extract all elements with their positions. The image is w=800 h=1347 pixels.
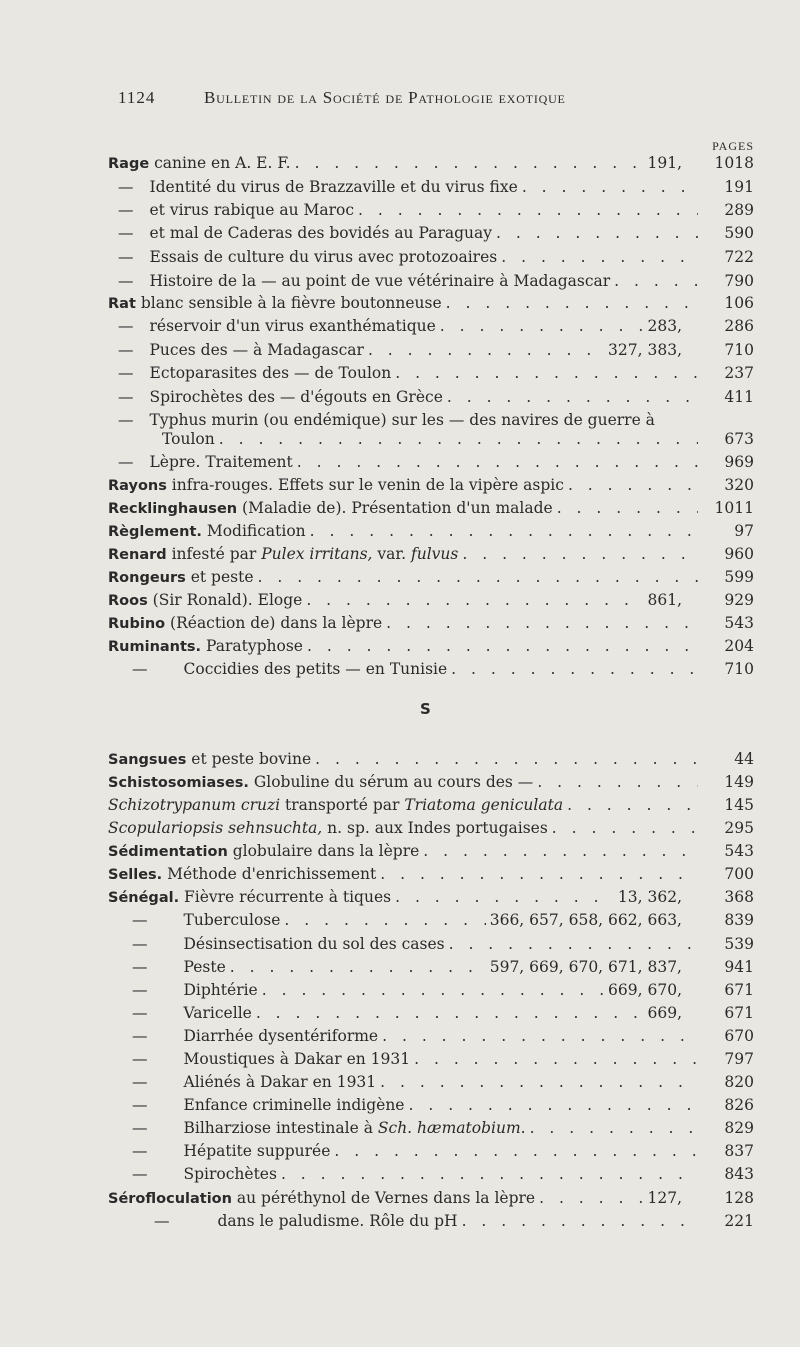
entry-page: 539 bbox=[724, 935, 754, 953]
entry-page: 941 bbox=[724, 958, 754, 976]
index-entry bbox=[108, 1187, 754, 1209]
entry-text bbox=[108, 635, 303, 658]
dot-leader bbox=[307, 635, 698, 657]
dot-leader bbox=[557, 497, 698, 519]
running-header bbox=[118, 88, 758, 114]
dot-leader bbox=[530, 1117, 698, 1139]
dot-leader bbox=[440, 315, 644, 337]
entry-text bbox=[108, 1002, 252, 1024]
entry-headword: Schistosomiases. bbox=[108, 775, 249, 791]
entry-headword: Sénégal. bbox=[108, 890, 180, 906]
entry-description: Hépatite suppurée bbox=[183, 1142, 331, 1160]
index-entry bbox=[108, 451, 754, 473]
entry-description: et peste bbox=[185, 568, 254, 586]
entry-headword: Ruminants. bbox=[108, 639, 202, 655]
entry-text bbox=[108, 474, 564, 497]
entry-description: Désinsectisation du sol des cases bbox=[183, 935, 445, 953]
entry-page: 710 bbox=[724, 341, 754, 359]
dash-mark: — bbox=[132, 981, 148, 999]
dash-mark: — bbox=[132, 660, 148, 678]
index-entry bbox=[108, 292, 754, 314]
dash-mark: — bbox=[132, 1027, 148, 1045]
entry-page: 671 bbox=[724, 981, 754, 999]
entry-page: 411 bbox=[724, 388, 754, 406]
dot-leader bbox=[380, 1071, 698, 1093]
dot-leader bbox=[522, 176, 698, 198]
entry-page: 670 bbox=[724, 1027, 754, 1045]
dot-leader bbox=[262, 979, 604, 1001]
entry-headword: Rubino bbox=[108, 616, 166, 632]
dash-mark: — bbox=[132, 1142, 148, 1160]
entry-text bbox=[108, 886, 391, 909]
entry-description: infesté par bbox=[166, 545, 262, 563]
entry-page: 221 bbox=[724, 1212, 754, 1230]
dot-leader bbox=[230, 956, 486, 978]
dot-leader bbox=[567, 794, 698, 816]
entry-headword: Selles. bbox=[108, 867, 163, 883]
entry-headword: Sédimentation bbox=[108, 844, 228, 860]
entry-description: Diarrhée dysentériforme bbox=[183, 1027, 379, 1045]
entry-text bbox=[108, 520, 306, 543]
index-entry bbox=[108, 315, 754, 337]
entry-text bbox=[108, 956, 226, 978]
entry-text bbox=[108, 292, 442, 315]
index-entry bbox=[108, 635, 754, 657]
entry-description: réservoir d'un virus exanthématique bbox=[149, 317, 436, 335]
entry-description: Histoire de la — au point de vue vétérinaire à Madagascar bbox=[149, 272, 611, 290]
entry-text bbox=[108, 1163, 277, 1185]
entry-description: Essais de culture du virus avec protozoaires bbox=[149, 248, 498, 266]
dot-leader bbox=[306, 589, 643, 611]
entry-text bbox=[108, 748, 311, 771]
entry-italic: Sch. hæmatobium. bbox=[377, 1119, 526, 1137]
dash-mark: — bbox=[132, 1119, 148, 1137]
entry-description: Lèpre. Traitement bbox=[149, 453, 293, 471]
index-entry bbox=[108, 1140, 754, 1162]
entry-page: 790 bbox=[724, 272, 754, 290]
dot-leader bbox=[568, 474, 698, 496]
dot-leader bbox=[423, 840, 698, 862]
entry-description: Méthode d'enrichissement bbox=[162, 865, 377, 883]
entry-text bbox=[108, 451, 293, 473]
dot-leader bbox=[386, 612, 698, 634]
entry-text bbox=[108, 817, 548, 839]
entry-headword: Sérofloculation bbox=[108, 1191, 232, 1207]
dash-mark: — bbox=[118, 364, 134, 382]
entry-page: 368 bbox=[724, 888, 754, 906]
entry-text bbox=[108, 315, 436, 337]
entry-page: 710 bbox=[724, 660, 754, 678]
entry-page-refs: 597, 669, 670, 671, 837, bbox=[489, 958, 682, 976]
entry-page: 599 bbox=[724, 568, 754, 586]
entry-page: 289 bbox=[724, 201, 754, 219]
entry-text bbox=[108, 1140, 330, 1162]
entry-page: 820 bbox=[724, 1073, 754, 1091]
entry-text bbox=[108, 386, 443, 408]
index-entry bbox=[108, 817, 754, 839]
entry-text bbox=[108, 933, 445, 955]
dot-leader bbox=[462, 1210, 698, 1232]
entry-description: Tuberculose bbox=[183, 911, 281, 929]
entry-description: et peste bovine bbox=[186, 750, 312, 768]
dash-mark: — bbox=[118, 317, 134, 335]
entry-description: n. sp. aux Indes portugaises bbox=[322, 819, 548, 837]
dot-leader bbox=[449, 933, 698, 955]
entry-description: Aliénés à Dakar en 1931 bbox=[183, 1073, 377, 1091]
entry-page-refs: 669, 670, bbox=[608, 981, 682, 999]
dot-leader bbox=[395, 886, 614, 908]
entry-description: (Réaction de) dans la lèpre bbox=[165, 614, 383, 632]
entry-page-refs: 327, 383, bbox=[608, 341, 682, 359]
entry-page-refs: 191, bbox=[647, 154, 682, 172]
index-entry bbox=[108, 474, 754, 496]
entry-page: 590 bbox=[724, 224, 754, 242]
entry-text bbox=[108, 1048, 410, 1070]
dash-mark: — bbox=[132, 1004, 148, 1022]
entry-headword: Roos bbox=[108, 593, 148, 609]
entry-description: transporté par bbox=[280, 796, 405, 814]
dot-leader bbox=[447, 386, 698, 408]
index-entry bbox=[108, 658, 754, 680]
entry-page-refs: 283, bbox=[647, 317, 682, 335]
index-entry bbox=[108, 152, 754, 174]
entry-description: Moustiques à Dakar en 1931 bbox=[183, 1050, 411, 1068]
dash-mark: — bbox=[154, 1212, 170, 1230]
journal-title: Bulletin de la Société de Pathologie exotique bbox=[204, 88, 566, 107]
entry-page: 149 bbox=[724, 773, 754, 791]
entry-page-refs: 13, 362, bbox=[617, 888, 682, 906]
dot-leader bbox=[395, 362, 698, 384]
entry-text bbox=[108, 794, 563, 816]
dot-leader bbox=[614, 270, 698, 292]
entry-text bbox=[108, 1187, 535, 1210]
entry-text bbox=[108, 566, 254, 589]
entry-headword: Recklinghausen bbox=[108, 501, 238, 517]
dash-mark: — bbox=[132, 958, 148, 976]
dot-leader bbox=[539, 1187, 643, 1209]
entry-italic: Pulex irritans, bbox=[261, 545, 373, 563]
entry-text bbox=[108, 1117, 526, 1139]
entry-description: blanc sensible à la fièvre boutonneuse bbox=[135, 294, 442, 312]
entry-text bbox=[108, 840, 419, 863]
entry-page: 837 bbox=[724, 1142, 754, 1160]
pages-column-header: PAGES bbox=[712, 139, 754, 153]
dot-leader bbox=[451, 658, 698, 680]
entry-description: infra-rouges. Effets sur le venin de la vipère aspic bbox=[166, 476, 564, 494]
entry-page: 929 bbox=[724, 591, 754, 609]
entry-page: 44 bbox=[734, 750, 754, 768]
entry-text bbox=[108, 152, 291, 175]
entry-headword: Règlement. bbox=[108, 524, 202, 540]
entry-continuation: Toulon bbox=[162, 430, 215, 448]
entry-page: 722 bbox=[724, 248, 754, 266]
entry-page: 97 bbox=[734, 522, 754, 540]
entry-description: Peste bbox=[183, 958, 226, 976]
index-entry bbox=[108, 428, 754, 450]
entry-page: 106 bbox=[724, 294, 754, 312]
entry-text bbox=[108, 658, 447, 680]
dot-leader bbox=[462, 543, 698, 565]
index-entry bbox=[108, 386, 754, 408]
entry-page: 204 bbox=[724, 637, 754, 655]
entry-text bbox=[108, 428, 215, 450]
index-entry bbox=[108, 520, 754, 542]
dot-leader bbox=[382, 1025, 698, 1047]
entry-description: (Sir Ronald). Eloge bbox=[147, 591, 303, 609]
entry-page: 673 bbox=[724, 430, 754, 448]
entry-page: 797 bbox=[724, 1050, 754, 1068]
dot-leader bbox=[380, 863, 698, 885]
dash-mark: — bbox=[132, 1050, 148, 1068]
entry-page: 1018 bbox=[714, 154, 754, 172]
entry-text bbox=[108, 222, 492, 244]
index-entry bbox=[108, 1025, 754, 1047]
entry-page-refs: 127, bbox=[647, 1189, 682, 1207]
entry-page: 700 bbox=[724, 865, 754, 883]
entry-text bbox=[108, 362, 391, 384]
page-number: 1124 bbox=[118, 88, 156, 107]
entry-page: 286 bbox=[724, 317, 754, 335]
index-entry bbox=[108, 1094, 754, 1116]
index-entry bbox=[108, 1002, 754, 1024]
dash-mark: — bbox=[118, 178, 134, 196]
entry-page: 128 bbox=[724, 1189, 754, 1207]
entry-text bbox=[108, 176, 518, 198]
entry-italic: fulvus bbox=[410, 545, 459, 563]
index-entry bbox=[108, 339, 754, 361]
entry-text bbox=[108, 246, 497, 268]
dot-leader bbox=[258, 566, 699, 588]
dot-leader bbox=[297, 451, 698, 473]
index-entry bbox=[108, 1117, 754, 1139]
dot-leader bbox=[358, 199, 698, 221]
index-entry bbox=[108, 956, 754, 978]
index-entry bbox=[108, 909, 754, 931]
index-entry bbox=[108, 1163, 754, 1185]
entry-page: 960 bbox=[724, 545, 754, 563]
entry-text bbox=[108, 612, 382, 635]
entry-text bbox=[108, 1210, 458, 1232]
dash-mark: — bbox=[118, 272, 134, 290]
entry-description: Varicelle bbox=[183, 1004, 252, 1022]
entry-headword: Rage bbox=[108, 156, 150, 172]
entry-description: Coccidies des petits — en Tunisie bbox=[183, 660, 448, 678]
entry-page: 237 bbox=[724, 364, 754, 382]
entry-text bbox=[108, 979, 258, 1001]
dot-leader bbox=[496, 222, 698, 244]
entry-page: 295 bbox=[724, 819, 754, 837]
entry-description: Puces des — à Madagascar bbox=[149, 341, 364, 359]
entry-text bbox=[108, 863, 376, 886]
entry-description: Spirochètes bbox=[183, 1165, 277, 1183]
entry-page-refs: 669, bbox=[647, 1004, 682, 1022]
dot-leader bbox=[446, 292, 698, 314]
entry-description: et mal de Caderas des bovidés au Paraguay bbox=[149, 224, 492, 242]
entry-description: globulaire dans la lèpre bbox=[227, 842, 420, 860]
entry-page: 829 bbox=[724, 1119, 754, 1137]
entry-description: Fièvre récurrente à tiques bbox=[179, 888, 392, 906]
dash-mark: — bbox=[118, 248, 134, 266]
entry-headword: Sangsues bbox=[108, 752, 187, 768]
entry-headword: Rat bbox=[108, 296, 136, 312]
dash-mark: — bbox=[132, 1165, 148, 1183]
index-entry bbox=[108, 176, 754, 198]
dash-mark: — bbox=[118, 453, 134, 471]
entry-headword: Renard bbox=[108, 547, 167, 563]
index-entry bbox=[108, 1071, 754, 1093]
entry-text bbox=[108, 1094, 404, 1116]
dot-leader bbox=[368, 339, 604, 361]
index-entry bbox=[108, 794, 754, 816]
dot-leader bbox=[414, 1048, 698, 1070]
entry-text bbox=[108, 199, 354, 221]
dot-leader bbox=[537, 771, 698, 793]
index-entry bbox=[108, 886, 754, 908]
index-entry bbox=[108, 840, 754, 862]
dash-mark: — bbox=[118, 224, 134, 242]
index-entry bbox=[108, 589, 754, 611]
entry-description: au péréthynol de Vernes dans la lèpre bbox=[231, 1189, 536, 1207]
index-entry bbox=[108, 863, 754, 885]
entry-description: Paratyphose bbox=[201, 637, 303, 655]
index-entry bbox=[108, 543, 754, 565]
entry-description: Ectoparasites des — de Toulon bbox=[149, 364, 392, 382]
entry-italic: Triatoma geniculata bbox=[404, 796, 564, 814]
entry-page-refs: 861, bbox=[647, 591, 682, 609]
entry-page: 543 bbox=[724, 842, 754, 860]
entry-headword: Schizotrypanum cruzi bbox=[108, 796, 281, 814]
dot-leader bbox=[295, 152, 644, 174]
index-entry bbox=[108, 497, 754, 519]
dash-mark: — bbox=[132, 911, 148, 929]
index-entry bbox=[108, 1048, 754, 1070]
entry-text bbox=[108, 589, 302, 612]
dash-mark: — bbox=[132, 1073, 148, 1091]
dash-mark: — bbox=[132, 1096, 148, 1114]
dash-mark: — bbox=[118, 201, 134, 219]
entry-description: dans le paludisme. Rôle du pH bbox=[217, 1212, 458, 1230]
entry-text bbox=[108, 543, 458, 566]
dot-leader bbox=[315, 748, 698, 770]
entry-page: 543 bbox=[724, 614, 754, 632]
index-entry bbox=[108, 612, 754, 634]
entry-page: 671 bbox=[724, 1004, 754, 1022]
entry-page: 969 bbox=[724, 453, 754, 471]
entry-description: Bilharziose intestinale à bbox=[183, 1119, 378, 1137]
entry-headword: Scopulariopsis sehnsuchta, bbox=[108, 819, 323, 837]
entry-description: canine en A. E. F. bbox=[149, 154, 291, 172]
entry-description: Globuline du sérum au cours des — bbox=[248, 773, 534, 791]
dash-mark: — bbox=[118, 411, 134, 429]
entry-page-refs: 366, 657, 658, 662, 663, bbox=[489, 911, 682, 929]
index-entry bbox=[108, 933, 754, 955]
index-entry bbox=[108, 748, 754, 770]
dash-mark: — bbox=[132, 935, 148, 953]
dot-leader bbox=[310, 520, 698, 542]
entry-description: Typhus murin (ou endémique) sur les — des navires de guerre à bbox=[149, 411, 655, 429]
dash-mark: — bbox=[118, 341, 134, 359]
entry-headword: Rongeurs bbox=[108, 570, 186, 586]
index-entry bbox=[108, 362, 754, 384]
entry-description: Diphtérie bbox=[183, 981, 258, 999]
index-entry bbox=[108, 1210, 754, 1232]
entry-description: var. bbox=[372, 545, 411, 563]
entry-description: Spirochètes des — d'égouts en Grèce bbox=[149, 388, 443, 406]
entry-page: 826 bbox=[724, 1096, 754, 1114]
index-entry bbox=[108, 222, 754, 244]
entry-text bbox=[108, 1071, 376, 1093]
entry-text bbox=[108, 1025, 378, 1047]
dot-leader bbox=[501, 246, 698, 268]
entry-text bbox=[108, 497, 553, 520]
entry-page: 1011 bbox=[714, 499, 754, 517]
dot-leader bbox=[408, 1094, 698, 1116]
section-letter: S bbox=[420, 700, 431, 718]
entry-page: 320 bbox=[724, 476, 754, 494]
entry-description: Enfance criminelle indigène bbox=[183, 1096, 405, 1114]
dot-leader bbox=[552, 817, 698, 839]
dot-leader bbox=[219, 428, 698, 450]
entry-page: 145 bbox=[724, 796, 754, 814]
entry-text bbox=[108, 270, 610, 292]
entry-description: Identité du virus de Brazzaville et du virus fixe bbox=[149, 178, 518, 196]
entry-page: 843 bbox=[724, 1165, 754, 1183]
dot-leader bbox=[334, 1140, 698, 1162]
entry-description: et virus rabique au Maroc bbox=[149, 201, 355, 219]
index-entry bbox=[108, 270, 754, 292]
index-entry bbox=[108, 566, 754, 588]
dot-leader bbox=[281, 1163, 698, 1185]
entry-page: 191 bbox=[724, 178, 754, 196]
entry-description: (Maladie de). Présentation d'un malade bbox=[237, 499, 553, 517]
entry-text bbox=[108, 909, 280, 931]
entry-description: Modification bbox=[201, 522, 306, 540]
entry-text bbox=[108, 339, 364, 361]
index-entry bbox=[108, 246, 754, 268]
index-entry bbox=[108, 979, 754, 1001]
dot-leader bbox=[284, 909, 485, 931]
index-entry bbox=[108, 771, 754, 793]
dash-mark: — bbox=[118, 388, 134, 406]
entry-text bbox=[108, 771, 533, 794]
dot-leader bbox=[256, 1002, 644, 1024]
index-entry bbox=[108, 199, 754, 221]
entry-page: 839 bbox=[724, 911, 754, 929]
entry-headword: Rayons bbox=[108, 478, 167, 494]
